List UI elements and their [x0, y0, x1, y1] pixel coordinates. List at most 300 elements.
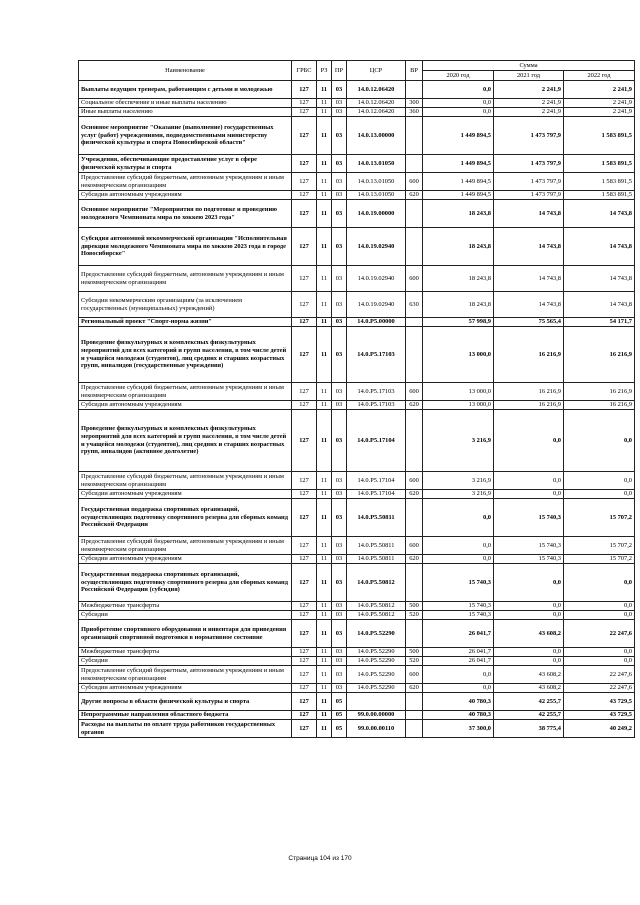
row-2022-cell: 15 707,2	[564, 537, 635, 555]
table-body	[79, 81, 635, 738]
row-vr-cell: 620	[406, 490, 423, 499]
row-2022-cell: 22 247,6	[564, 666, 635, 684]
row-name-cell: Предоставление субсидий бюджетным, автономным учреждениям и иным некоммерческим организациям	[79, 472, 292, 490]
row-name-cell: Предоставление субсидий бюджетным, автономным учреждениям и иным некоммерческим организациям	[79, 537, 292, 555]
row-2022-cell: 1 583 891,5	[564, 155, 635, 173]
row-2020-cell: 26 041,7	[423, 657, 494, 666]
row-2021-cell: 0,0	[494, 648, 564, 657]
row-name-cell: Проведение физкультурных и комплексных физкультурных мероприятий для всех категорий и групп населения, в том числе детей и учащейся молодежи (студентов), лиц средних и старших возрастных групп, инвалидов (государственные учреждения)	[79, 327, 292, 383]
row-pr-cell: 03	[332, 602, 347, 611]
row-grbs-cell: 127	[292, 155, 317, 173]
row-rz-cell: 11	[317, 648, 332, 657]
row-2022-cell: 0,0	[564, 410, 635, 472]
row-csr-cell: 14.0.12.06420	[347, 108, 406, 117]
table-row	[79, 564, 635, 602]
row-rz-cell: 11	[317, 499, 332, 537]
row-vr-cell: 620	[406, 555, 423, 564]
row-name-cell: Иные выплаты населению	[79, 108, 292, 117]
row-grbs-cell: 127	[292, 228, 317, 266]
row-name-cell: Субсидии автономным учреждениям	[79, 490, 292, 499]
row-rz-cell: 11	[317, 401, 332, 410]
row-csr-cell: 14.0.19.02940	[347, 266, 406, 292]
row-pr-cell: 03	[332, 490, 347, 499]
table-row	[79, 537, 635, 555]
row-pr-cell: 03	[332, 648, 347, 657]
row-2020-cell: 18 243,8	[423, 292, 494, 318]
row-pr-cell: 03	[332, 327, 347, 383]
row-rz-cell: 11	[317, 666, 332, 684]
row-2020-cell: 0,0	[423, 499, 494, 537]
row-2022-cell: 2 241,9	[564, 108, 635, 117]
row-name-cell: Субсидии	[79, 657, 292, 666]
table-row	[79, 81, 635, 99]
budget-table	[78, 60, 635, 738]
row-name-cell: Субсидии автономным учреждениям	[79, 191, 292, 200]
row-rz-cell: 11	[317, 611, 332, 620]
row-2020-cell: 0,0	[423, 666, 494, 684]
row-csr-cell: 14.0.P5.50812	[347, 611, 406, 620]
col-header-vr: ВР	[406, 61, 423, 81]
row-2020-cell: 13 000,0	[423, 327, 494, 383]
row-grbs-cell: 127	[292, 266, 317, 292]
row-csr-cell: 14.0.P5.52290	[347, 657, 406, 666]
col-header-csr: ЦСР	[347, 61, 406, 81]
row-rz-cell: 11	[317, 327, 332, 383]
row-vr-cell: 600	[406, 266, 423, 292]
row-csr-cell: 14.0.13.00000	[347, 117, 406, 155]
row-vr-cell: 300	[406, 99, 423, 108]
row-grbs-cell: 127	[292, 684, 317, 693]
row-2020-cell: 40 780,3	[423, 693, 494, 711]
row-csr-cell: 14.0.P5.50811	[347, 499, 406, 537]
row-csr-cell: 14.0.P5.17103	[347, 383, 406, 401]
row-pr-cell: 03	[332, 318, 347, 327]
row-2020-cell: 37 300,0	[423, 720, 494, 738]
row-name-cell: Выплаты ведущим тренерам, работающим с детьми и молодежью	[79, 81, 292, 99]
table-row	[79, 383, 635, 401]
row-2020-cell: 15 740,3	[423, 611, 494, 620]
row-2020-cell: 3 216,9	[423, 472, 494, 490]
row-2022-cell: 43 729,5	[564, 711, 635, 720]
row-2022-cell: 0,0	[564, 490, 635, 499]
row-csr-cell: 14.0.12.06420	[347, 81, 406, 99]
row-2022-cell: 15 707,2	[564, 555, 635, 564]
row-name-cell: Государственная поддержка спортивных организаций, осуществляющих подготовку спортивного резерва для сборных команд Российской Федерации (субсидия)	[79, 564, 292, 602]
table-row	[79, 602, 635, 611]
row-pr-cell: 03	[332, 401, 347, 410]
row-grbs-cell: 127	[292, 200, 317, 228]
row-2021-cell: 0,0	[494, 602, 564, 611]
row-vr-cell: 360	[406, 108, 423, 117]
row-grbs-cell: 127	[292, 99, 317, 108]
table-row	[79, 108, 635, 117]
row-rz-cell: 11	[317, 720, 332, 738]
row-rz-cell: 11	[317, 99, 332, 108]
row-name-cell: Непрограммные направления областного бюджета	[79, 711, 292, 720]
row-pr-cell: 03	[332, 555, 347, 564]
row-grbs-cell: 127	[292, 490, 317, 499]
row-pr-cell: 03	[332, 155, 347, 173]
row-vr-cell	[406, 81, 423, 99]
row-name-cell: Субсидии автономным учреждениям	[79, 684, 292, 693]
row-rz-cell: 11	[317, 693, 332, 711]
row-2022-cell: 22 247,6	[564, 620, 635, 648]
row-grbs-cell: 127	[292, 537, 317, 555]
row-2022-cell: 14 743,8	[564, 200, 635, 228]
row-rz-cell: 11	[317, 383, 332, 401]
row-grbs-cell: 127	[292, 472, 317, 490]
row-2020-cell: 0,0	[423, 99, 494, 108]
row-pr-cell: 03	[332, 99, 347, 108]
row-pr-cell: 03	[332, 383, 347, 401]
table-row	[79, 555, 635, 564]
table-row	[79, 99, 635, 108]
row-rz-cell: 11	[317, 555, 332, 564]
row-pr-cell: 03	[332, 666, 347, 684]
row-vr-cell: 500	[406, 648, 423, 657]
table-row	[79, 191, 635, 200]
row-vr-cell	[406, 327, 423, 383]
row-csr-cell: 14.0.12.06420	[347, 99, 406, 108]
row-pr-cell: 03	[332, 657, 347, 666]
row-2021-cell: 0,0	[494, 472, 564, 490]
row-2022-cell: 1 583 891,5	[564, 191, 635, 200]
row-rz-cell: 11	[317, 684, 332, 693]
row-name-cell: Социальное обеспечение и иные выплаты населению	[79, 99, 292, 108]
table-row	[79, 173, 635, 191]
row-pr-cell: 03	[332, 611, 347, 620]
row-csr-cell: 14.0.19.02940	[347, 292, 406, 318]
row-2022-cell: 2 241,9	[564, 81, 635, 99]
row-csr-cell: 14.0.P5.00000	[347, 318, 406, 327]
row-grbs-cell: 127	[292, 108, 317, 117]
row-2021-cell: 0,0	[494, 410, 564, 472]
row-pr-cell: 03	[332, 266, 347, 292]
row-rz-cell: 11	[317, 173, 332, 191]
row-pr-cell: 03	[332, 117, 347, 155]
row-2021-cell: 14 743,8	[494, 228, 564, 266]
row-grbs-cell: 127	[292, 191, 317, 200]
row-vr-cell	[406, 200, 423, 228]
row-grbs-cell: 127	[292, 693, 317, 711]
row-name-cell: Предоставление субсидий бюджетным, автономным учреждениям и иным некоммерческим организациям	[79, 383, 292, 401]
row-name-cell: Межбюджетные трансферты	[79, 602, 292, 611]
row-2020-cell: 18 243,8	[423, 200, 494, 228]
row-2020-cell: 0,0	[423, 537, 494, 555]
col-header-grbs: ГРБС	[292, 61, 317, 81]
row-2022-cell: 2 241,9	[564, 99, 635, 108]
row-2022-cell: 0,0	[564, 611, 635, 620]
row-csr-cell: 14.0.P5.50812	[347, 564, 406, 602]
row-csr-cell	[347, 693, 406, 711]
row-csr-cell: 99.0.00.00110	[347, 720, 406, 738]
col-header-name: Наименование	[79, 61, 292, 81]
row-name-cell: Субсидии	[79, 611, 292, 620]
row-2020-cell: 40 780,3	[423, 711, 494, 720]
row-2021-cell: 42 255,7	[494, 711, 564, 720]
row-2020-cell: 57 998,9	[423, 318, 494, 327]
row-2020-cell: 3 216,9	[423, 410, 494, 472]
row-grbs-cell: 127	[292, 620, 317, 648]
col-header-2021: 2021 год	[494, 71, 564, 81]
row-vr-cell: 600	[406, 666, 423, 684]
col-header-pr: ПР	[332, 61, 347, 81]
row-csr-cell: 14.0.P5.50812	[347, 602, 406, 611]
row-vr-cell: 630	[406, 292, 423, 318]
col-header-rz: РЗ	[317, 61, 332, 81]
row-pr-cell: 03	[332, 108, 347, 117]
row-2022-cell: 16 216,9	[564, 401, 635, 410]
row-name-cell: Региональный проект "Спорт-норма жизни"	[79, 318, 292, 327]
table-row	[79, 410, 635, 472]
row-2021-cell: 1 473 797,9	[494, 155, 564, 173]
row-rz-cell: 11	[317, 200, 332, 228]
row-grbs-cell: 127	[292, 499, 317, 537]
row-name-cell: Субсидии автономным учреждениям	[79, 555, 292, 564]
row-name-cell: Основное мероприятие "Оказание (выполнение) государственных услуг (работ) учреждениями, подведомственными министерству физической культуры и спорта Новосибирской области"	[79, 117, 292, 155]
row-rz-cell: 11	[317, 266, 332, 292]
row-rz-cell: 11	[317, 472, 332, 490]
row-rz-cell: 11	[317, 537, 332, 555]
row-2021-cell: 0,0	[494, 611, 564, 620]
row-name-cell: Основное мероприятие "Мероприятия по подготовке и проведению молодежного Чемпионата мира по хоккею 2023 года"	[79, 200, 292, 228]
table-row	[79, 666, 635, 684]
row-2020-cell: 1 449 894,5	[423, 191, 494, 200]
row-vr-cell: 620	[406, 191, 423, 200]
row-name-cell: Предоставление субсидий бюджетным, автономным учреждениям и иным некоммерческим организациям	[79, 266, 292, 292]
table-row	[79, 401, 635, 410]
row-csr-cell: 14.0.P5.17104	[347, 490, 406, 499]
col-header-2022: 2022 год	[564, 71, 635, 81]
table-row	[79, 499, 635, 537]
row-csr-cell: 14.0.19.02940	[347, 228, 406, 266]
row-2021-cell: 43 608,2	[494, 666, 564, 684]
row-2020-cell: 0,0	[423, 81, 494, 99]
row-rz-cell: 11	[317, 490, 332, 499]
row-grbs-cell: 127	[292, 666, 317, 684]
row-2020-cell: 1 449 894,5	[423, 173, 494, 191]
row-csr-cell: 14.0.P5.17104	[347, 410, 406, 472]
budget-table-sheet	[78, 60, 634, 738]
row-2020-cell: 18 243,8	[423, 228, 494, 266]
row-2020-cell: 26 041,7	[423, 648, 494, 657]
row-2021-cell: 43 608,2	[494, 684, 564, 693]
row-vr-cell	[406, 410, 423, 472]
row-2021-cell: 15 740,3	[494, 499, 564, 537]
row-pr-cell: 03	[332, 684, 347, 693]
row-csr-cell: 14.0.P5.17103	[347, 401, 406, 410]
row-2020-cell: 1 449 894,5	[423, 155, 494, 173]
row-grbs-cell: 127	[292, 555, 317, 564]
row-2020-cell: 0,0	[423, 555, 494, 564]
row-2021-cell: 14 743,8	[494, 200, 564, 228]
table-row	[79, 155, 635, 173]
row-2022-cell: 14 743,8	[564, 228, 635, 266]
row-grbs-cell: 127	[292, 648, 317, 657]
row-grbs-cell: 127	[292, 318, 317, 327]
row-name-cell: Субсидия автономной некоммерческой организации "Исполнительная дирекция молодежного Чемпионата мира по хоккею 2023 года в городе Новосибирске"	[79, 228, 292, 266]
row-2022-cell: 0,0	[564, 602, 635, 611]
row-grbs-cell: 127	[292, 711, 317, 720]
row-vr-cell: 600	[406, 472, 423, 490]
table-row	[79, 611, 635, 620]
row-pr-cell: 03	[332, 200, 347, 228]
row-2021-cell: 2 241,9	[494, 81, 564, 99]
col-header-2020: 2020 год	[423, 71, 494, 81]
row-vr-cell	[406, 318, 423, 327]
row-pr-cell: 05	[332, 693, 347, 711]
row-rz-cell: 11	[317, 410, 332, 472]
row-rz-cell: 11	[317, 155, 332, 173]
row-2020-cell: 18 243,8	[423, 266, 494, 292]
row-csr-cell: 14.0.P5.52290	[347, 648, 406, 657]
row-vr-cell: 520	[406, 657, 423, 666]
row-pr-cell: 03	[332, 292, 347, 318]
row-2020-cell: 15 740,3	[423, 602, 494, 611]
row-pr-cell: 03	[332, 228, 347, 266]
row-vr-cell	[406, 693, 423, 711]
page-number: Страница 104 из 170	[288, 855, 352, 862]
row-name-cell: Предоставление субсидий бюджетным, автономным учреждениям и иным некоммерческим организациям	[79, 666, 292, 684]
table-row	[79, 490, 635, 499]
row-rz-cell: 11	[317, 620, 332, 648]
row-2020-cell: 1 449 894,5	[423, 117, 494, 155]
table-row	[79, 266, 635, 292]
row-vr-cell: 600	[406, 537, 423, 555]
row-rz-cell: 11	[317, 117, 332, 155]
row-grbs-cell: 127	[292, 401, 317, 410]
table-row	[79, 318, 635, 327]
row-2022-cell: 1 583 891,5	[564, 173, 635, 191]
row-2020-cell: 0,0	[423, 108, 494, 117]
row-pr-cell: 03	[332, 537, 347, 555]
row-rz-cell: 11	[317, 81, 332, 99]
row-vr-cell	[406, 720, 423, 738]
row-rz-cell: 11	[317, 564, 332, 602]
row-2021-cell: 2 241,9	[494, 108, 564, 117]
row-2022-cell: 0,0	[564, 657, 635, 666]
row-2021-cell: 2 241,9	[494, 99, 564, 108]
row-pr-cell: 03	[332, 472, 347, 490]
row-csr-cell: 14.0.P5.52290	[347, 684, 406, 693]
row-2022-cell: 14 743,8	[564, 292, 635, 318]
row-2021-cell: 15 740,3	[494, 555, 564, 564]
row-csr-cell: 14.0.P5.52290	[347, 666, 406, 684]
row-2020-cell: 15 740,3	[423, 564, 494, 602]
row-2021-cell: 43 608,2	[494, 620, 564, 648]
table-row	[79, 684, 635, 693]
row-2022-cell: 16 216,9	[564, 327, 635, 383]
row-2022-cell: 0,0	[564, 472, 635, 490]
row-2021-cell: 75 565,4	[494, 318, 564, 327]
row-csr-cell: 14.0.P5.50811	[347, 555, 406, 564]
row-2021-cell: 38 775,4	[494, 720, 564, 738]
table-row	[79, 648, 635, 657]
row-grbs-cell: 127	[292, 657, 317, 666]
table-row	[79, 620, 635, 648]
row-grbs-cell: 127	[292, 720, 317, 738]
row-2021-cell: 1 473 797,9	[494, 173, 564, 191]
row-grbs-cell: 127	[292, 410, 317, 472]
row-name-cell: Межбюджетные трансферты	[79, 648, 292, 657]
row-2021-cell: 16 216,9	[494, 327, 564, 383]
row-rz-cell: 11	[317, 318, 332, 327]
row-pr-cell: 05	[332, 720, 347, 738]
table-row	[79, 327, 635, 383]
row-rz-cell: 11	[317, 602, 332, 611]
row-vr-cell: 620	[406, 684, 423, 693]
row-csr-cell: 14.0.P5.52290	[347, 620, 406, 648]
table-row	[79, 200, 635, 228]
row-grbs-cell: 127	[292, 611, 317, 620]
table-row	[79, 693, 635, 711]
row-vr-cell	[406, 228, 423, 266]
row-2022-cell: 0,0	[564, 564, 635, 602]
row-grbs-cell: 127	[292, 117, 317, 155]
row-csr-cell: 14.0.P5.17104	[347, 472, 406, 490]
row-rz-cell: 11	[317, 657, 332, 666]
row-grbs-cell: 127	[292, 327, 317, 383]
table-row	[79, 657, 635, 666]
row-pr-cell: 05	[332, 711, 347, 720]
row-2022-cell: 43 729,5	[564, 693, 635, 711]
table-row	[79, 292, 635, 318]
row-2021-cell: 42 255,7	[494, 693, 564, 711]
row-vr-cell: 500	[406, 602, 423, 611]
row-vr-cell: 600	[406, 383, 423, 401]
row-grbs-cell: 127	[292, 564, 317, 602]
row-2021-cell: 0,0	[494, 657, 564, 666]
row-vr-cell	[406, 155, 423, 173]
row-name-cell: Субсидии некоммерческим организациям (за исключением государственных (муниципальных) учреждений)	[79, 292, 292, 318]
row-name-cell: Приобретение спортивного оборудования и инвентаря для приведения организаций спортивной подготовки в нормативное состояние	[79, 620, 292, 648]
row-vr-cell	[406, 499, 423, 537]
table-row	[79, 472, 635, 490]
row-rz-cell: 11	[317, 191, 332, 200]
table-row	[79, 117, 635, 155]
row-rz-cell: 11	[317, 711, 332, 720]
row-csr-cell: 14.0.13.01050	[347, 173, 406, 191]
row-name-cell: Субсидии автономным учреждениям	[79, 401, 292, 410]
row-csr-cell: 14.0.13.01050	[347, 191, 406, 200]
row-vr-cell	[406, 564, 423, 602]
row-2021-cell: 16 216,9	[494, 401, 564, 410]
row-name-cell: Расходы на выплаты по оплате труда работников государственных органов	[79, 720, 292, 738]
row-2022-cell: 0,0	[564, 648, 635, 657]
row-2021-cell: 1 473 797,9	[494, 191, 564, 200]
row-2022-cell: 54 171,7	[564, 318, 635, 327]
row-name-cell: Предоставление субсидий бюджетным, автономным учреждениям и иным некоммерческим организациям	[79, 173, 292, 191]
table-row	[79, 228, 635, 266]
row-csr-cell: 14.0.19.00000	[347, 200, 406, 228]
row-pr-cell: 03	[332, 620, 347, 648]
row-grbs-cell: 127	[292, 292, 317, 318]
row-vr-cell: 520	[406, 611, 423, 620]
row-grbs-cell: 127	[292, 602, 317, 611]
row-csr-cell: 14.0.13.01050	[347, 155, 406, 173]
row-2022-cell: 1 583 891,5	[564, 117, 635, 155]
col-header-sum: Сумма	[423, 61, 635, 71]
row-vr-cell	[406, 117, 423, 155]
row-grbs-cell: 127	[292, 81, 317, 99]
row-pr-cell: 03	[332, 191, 347, 200]
row-2021-cell: 1 473 797,9	[494, 117, 564, 155]
row-pr-cell: 03	[332, 499, 347, 537]
row-name-cell: Проведение физкультурных и комплексных физкультурных мероприятий для всех категорий и групп населения, в том числе детей и учащейся молодежи (студентов), лиц средних и старших возрастных групп, инвалидов (активное долголетие)	[79, 410, 292, 472]
row-2021-cell: 15 740,3	[494, 537, 564, 555]
row-2022-cell: 14 743,8	[564, 266, 635, 292]
row-2020-cell: 26 041,7	[423, 620, 494, 648]
